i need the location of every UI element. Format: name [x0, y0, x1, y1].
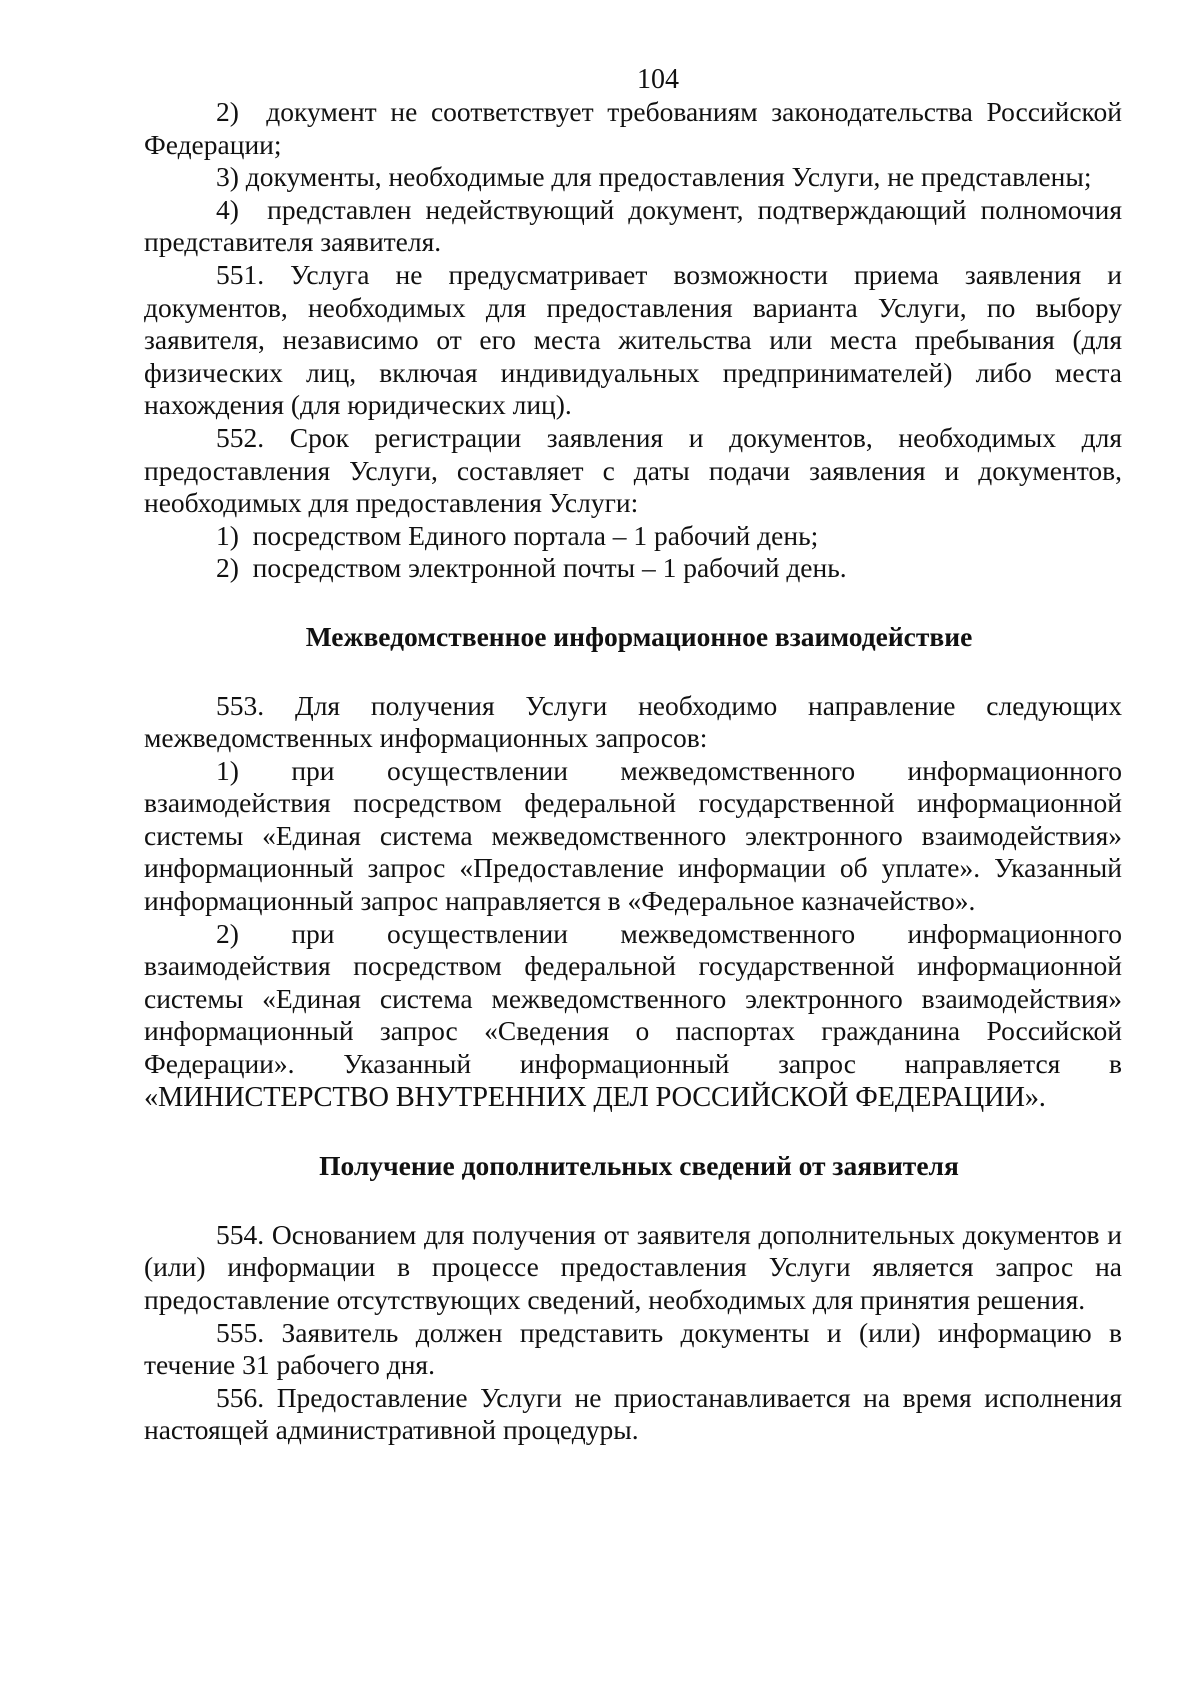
ministry-name: «МИНИСТЕРСТВО ВНУТРЕННИХ ДЕЛ РОССИЙСКОЙ ФЕДЕРАЦИИ». [144, 1081, 1046, 1113]
paragraph-item-4-expired-authority: 4) представлен недействующий документ, подтверждающий полномочия представителя заявителя. [144, 193, 1129, 258]
spacer [144, 1183, 1122, 1219]
section-heading-additional-info: Получение дополнительных сведений от заявителя [319, 1150, 959, 1182]
paragraph-553-item-2-text: 2) при осуществлении межведомственного информационного взаимодействия посредством федеральной государственной информационной системы «Единая система межведомственного электронного взаимодействия» информационный запрос «Сведения о паспортах гражданина Российской Федерации». Указанный информационный запрос направляется в [144, 917, 1129, 1080]
paragraph-item-2-invalid-document: 2) документ не соответствует требованиям законодательства Российской Федерации; [144, 96, 1129, 160]
paragraph-553: 553. Для получения Услуги необходимо направление следующих межведомственных информационных запросов: [144, 689, 1129, 754]
document-page [144, 64, 1129, 1447]
spacer [144, 1114, 1122, 1150]
paragraph-552: 552. Срок регистрации заявления и документов, необходимых для предоставления Услуги, составляет с даты подачи заявления и документов, необходимых для предоставления Услуги: [144, 421, 1129, 519]
page-number: 104 [637, 64, 679, 95]
paragraph-551: 551. Услуга не предусматривает возможности приема заявления и документов, необходимых для предоставления варианта Услуги, по выбору заявителя, независимо от его места жительства или места пребывания (для физических лиц, включая индивидуальных предпринимателей) либо места нахождения (для юридических лиц). [144, 258, 1129, 421]
spacer [144, 654, 1122, 690]
paragraph-552-item-1: 1) посредством Единого портала – 1 рабочий день; [216, 519, 819, 551]
paragraph-553-item-1: 1) при осуществлении межведомственного информационного взаимодействия посредством федеральной государственной информационной системы «Единая система межведомственного электронного взаимодействия» информационный запрос «Предоставление информации об уплате». Указанный информационный запрос направляется в «Федеральное казначейство». [144, 754, 1129, 917]
paragraph-552-item-2: 2) посредством электронной почты – 1 рабочий день. [216, 552, 847, 584]
section-heading-interagency: Межведомственное информационное взаимодействие [305, 620, 973, 652]
paragraph-554: 554. Основанием для получения от заявителя дополнительных документов и (или) информации в процессе предоставления Услуги является запрос на предоставление отсутствующих сведений, необходимых для принятия решения. [144, 1218, 1129, 1315]
paragraph-555: 555. Заявитель должен представить документы и (или) информацию в течение 31 рабочего дня. [144, 1316, 1129, 1381]
paragraph-556: 556. Предоставление Услуги не приостанавливается на время исполнения настоящей административной процедуры. [144, 1381, 1129, 1446]
spacer [144, 585, 1122, 621]
paragraph-553-item-2 [144, 917, 1129, 1115]
paragraph-item-3-missing-documents: 3) документы, необходимые для предоставления Услуги, не представлены; [216, 161, 1092, 193]
